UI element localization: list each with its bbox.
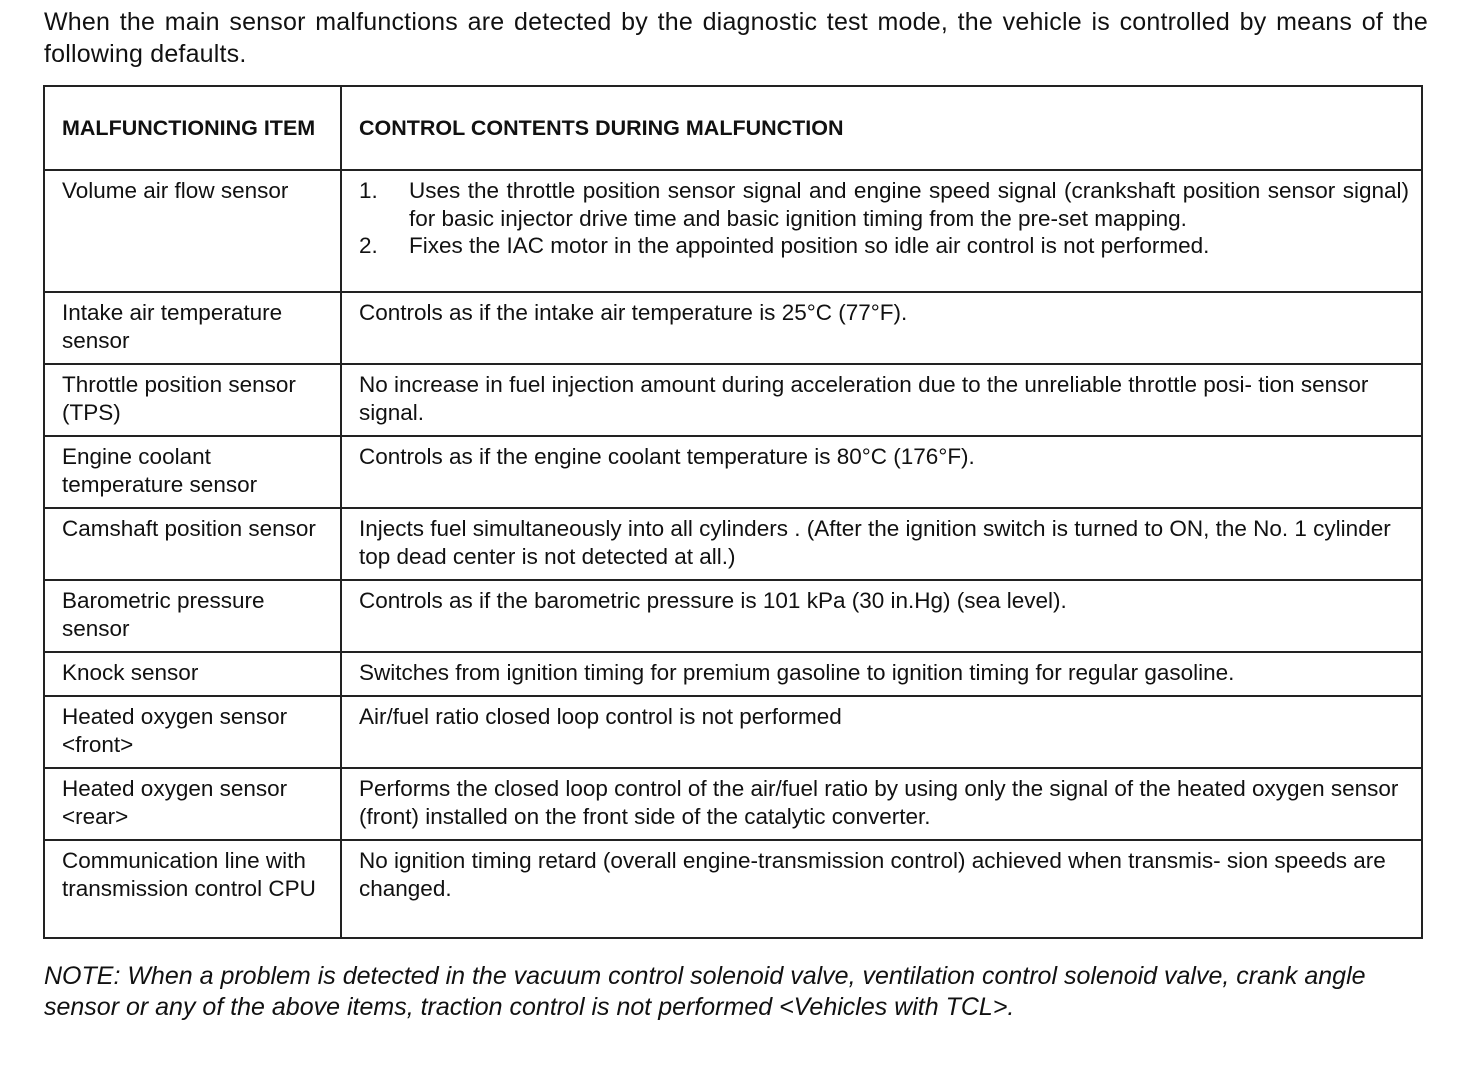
row-item: Engine coolant temperature sensor: [44, 436, 341, 508]
row-content: Controls as if the engine coolant temperature is 80°C (176°F).: [341, 436, 1422, 508]
list-item: [359, 232, 1409, 260]
row-content: Air/fuel ratio closed loop control is not performed: [341, 696, 1422, 768]
table-row: [44, 652, 1422, 696]
row-content: [341, 170, 1422, 292]
row-item: Intake air temperature sensor: [44, 292, 341, 364]
header-malfunctioning-item: MALFUNCTIONING ITEM: [44, 86, 341, 170]
intro-paragraph: When the main sensor malfunctions are detected by the diagnostic test mode, the vehicle is controlled by means of the following defaults.: [44, 8, 1428, 68]
note-paragraph: NOTE: When a problem is detected in the vacuum control solenoid valve, ventilation control solenoid valve, crank angle sensor or any of the above items, traction control is not performed <Vehicles with TCL>.: [44, 962, 1366, 1021]
row-content: Performs the closed loop control of the air/fuel ratio by using only the signal of the heated oxygen sensor (front) installed on the front side of the catalytic converter.: [341, 768, 1422, 840]
table-row: [44, 170, 1422, 292]
row-content: No increase in fuel injection amount during acceleration due to the unreliable throttle posi- tion sensor signal.: [341, 364, 1422, 436]
row-item: Knock sensor: [44, 652, 341, 696]
list-item-text: Uses the throttle position sensor signal and engine speed signal (crankshaft position sensor signal) for basic injector drive time and basic ignition timing from the pre-set mapping.: [409, 178, 1409, 231]
header-control-contents: CONTROL CONTENTS DURING MALFUNCTION: [341, 86, 1422, 170]
row-item: Camshaft position sensor: [44, 508, 341, 580]
table-row: [44, 580, 1422, 652]
row-content: Controls as if the intake air temperature is 25°C (77°F).: [341, 292, 1422, 364]
row-item: Volume air flow sensor: [44, 170, 341, 292]
row-content: Controls as if the barometric pressure is 101 kPa (30 in.Hg) (sea level).: [341, 580, 1422, 652]
table-row: [44, 840, 1422, 938]
table-row: [44, 696, 1422, 768]
malfunction-defaults-table: [43, 85, 1423, 939]
row-item: Heated oxygen sensor <rear>: [44, 768, 341, 840]
table-row: [44, 768, 1422, 840]
list-item-number: 1.: [359, 178, 378, 203]
row-content: Switches from ignition timing for premium gasoline to ignition timing for regular gasoline.: [341, 652, 1422, 696]
table-header-row: [44, 86, 1422, 170]
table-row: [44, 436, 1422, 508]
list-item: [359, 177, 1409, 232]
row-item: Communication line with transmission control CPU: [44, 840, 341, 938]
row-item: Heated oxygen sensor <front>: [44, 696, 341, 768]
table-row: [44, 508, 1422, 580]
list-item-text: Fixes the IAC motor in the appointed position so idle air control is not performed.: [409, 233, 1210, 258]
row-item: Throttle position sensor (TPS): [44, 364, 341, 436]
numbered-list: [359, 177, 1409, 260]
list-item-number: 2.: [359, 233, 378, 258]
table-row: [44, 292, 1422, 364]
row-item: Barometric pressure sensor: [44, 580, 341, 652]
row-content: No ignition timing retard (overall engine-transmission control) achieved when transmis- sion speeds are changed.: [341, 840, 1422, 938]
row-content: Injects fuel simultaneously into all cylinders . (After the ignition switch is turned to ON, the No. 1 cylinder top dead center is not detected at all.): [341, 508, 1422, 580]
table-row: [44, 364, 1422, 436]
